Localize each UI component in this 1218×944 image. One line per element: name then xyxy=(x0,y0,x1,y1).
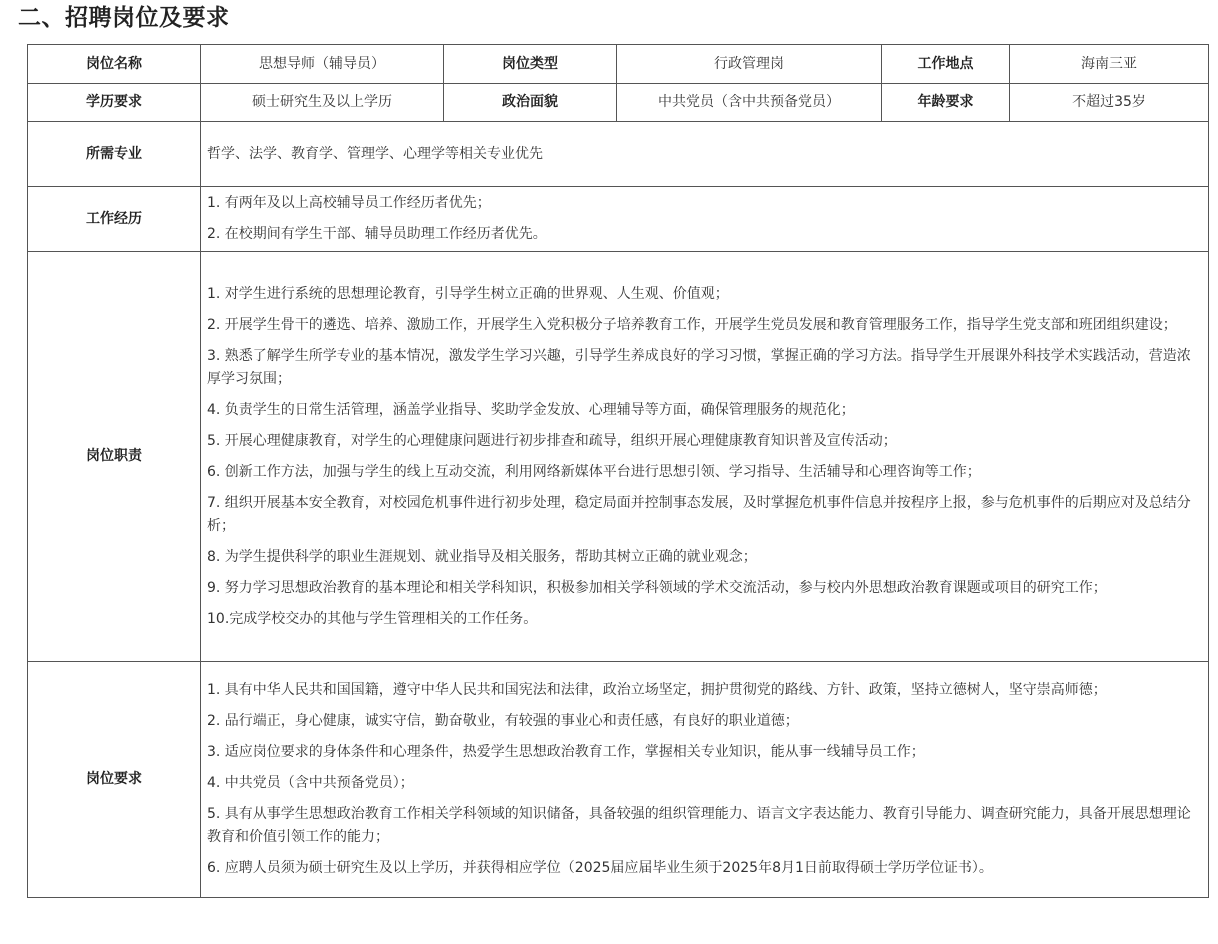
table-row xyxy=(28,662,1209,898)
position-type-value: 行政管理岗 xyxy=(617,45,882,84)
list-item: 3. 熟悉了解学生所学专业的基本情况，激发学生学习兴趣，引导学生养成良好的学习习惯，掌握正确的学习方法。指导学生开展课外科技学术实践活动，营造浓厚学习氛围； xyxy=(207,347,1191,387)
position-name-value: 思想导师（辅导员） xyxy=(201,45,444,84)
list-item: 2. 在校期间有学生干部、辅导员助理工作经历者优先。 xyxy=(207,226,547,242)
list-item: 3. 适应岗位要求的身体条件和心理条件，热爱学生思想政治教育工作，掌握相关专业知识，能从事一线辅导员工作； xyxy=(207,744,925,760)
duties-label: 岗位职责 xyxy=(28,252,201,662)
list-item: 7. 组织开展基本安全教育，对校园危机事件进行初步处理，稳定局面并控制事态发展，及时掌握危机事件信息并按程序上报，参与危机事件的后期应对及总结分析； xyxy=(207,494,1191,534)
requirements-list xyxy=(201,662,1209,898)
work-location-label: 工作地点 xyxy=(882,45,1010,84)
duties-list xyxy=(201,252,1209,662)
list-item: 4. 负责学生的日常生活管理，涵盖学业指导、奖助学金发放、心理辅导等方面，确保管理服务的规范化； xyxy=(207,401,855,418)
table-row xyxy=(28,252,1209,662)
requirements-label: 岗位要求 xyxy=(28,662,201,898)
education-value: 硕士研究生及以上学历 xyxy=(201,84,444,122)
table-row xyxy=(28,122,1209,187)
list-item: 4. 中共党员（含中共预备党员）； xyxy=(207,775,414,791)
table-row xyxy=(28,45,1209,84)
list-item: 1. 有两年及以上高校辅导员工作经历者优先； xyxy=(207,195,491,211)
list-item: 6. 创新工作方法，加强与学生的线上互动交流，利用网络新媒体平台进行思想引领、学习指导、生活辅导和心理咨询等工作； xyxy=(207,463,981,480)
list-item: 1. 具有中华人民共和国国籍，遵守中华人民共和国宪法和法律，政治立场坚定，拥护贯彻党的路线、方针、政策，坚持立德树人，坚守崇高师德； xyxy=(207,682,1107,698)
major-label: 所需专业 xyxy=(28,122,201,187)
table-row xyxy=(28,187,1209,252)
position-type-label: 岗位类型 xyxy=(444,45,617,84)
list-item: 6. 应聘人员须为硕士研究生及以上学历，并获得相应学位（2025届应届毕业生须于2025年8月1日前取得硕士学历学位证书）。 xyxy=(207,860,993,876)
position-name-label: 岗位名称 xyxy=(28,45,201,84)
political-status-value: 中共党员（含中共预备党员） xyxy=(617,84,882,122)
experience-label: 工作经历 xyxy=(28,187,201,252)
political-status-label: 政治面貌 xyxy=(444,84,617,122)
experience-list xyxy=(201,187,1209,252)
list-item: 10.完成学校交办的其他与学生管理相关的工作任务。 xyxy=(207,610,538,627)
list-item: 1. 对学生进行系统的思想理论教育，引导学生树立正确的世界观、人生观、价值观； xyxy=(207,285,729,302)
list-item: 8. 为学生提供科学的职业生涯规划、就业指导及相关服务，帮助其树立正确的就业观念； xyxy=(207,548,757,565)
education-label: 学历要求 xyxy=(28,84,201,122)
list-item: 5. 具有从事学生思想政治教育工作相关学科领域的知识储备，具备较强的组织管理能力、语言文字表达能力、教育引导能力、调查研究能力，具备开展思想理论教育和价值引领工作的能力； xyxy=(207,806,1191,845)
table-row xyxy=(28,84,1209,122)
section-title: 二、招聘岗位及要求 xyxy=(18,5,230,31)
major-value: 哲学、法学、教育学、管理学、心理学等相关专业优先 xyxy=(201,122,1209,187)
list-item: 9. 努力学习思想政治教育的基本理论和相关学科知识，积极参加相关学科领域的学术交流活动，参与校内外思想政治教育课题或项目的研究工作； xyxy=(207,579,1107,596)
list-item: 2. 开展学生骨干的遴选、培养、激励工作，开展学生入党积极分子培养教育工作，开展学生党员发展和教育管理服务工作，指导学生党支部和班团组织建设； xyxy=(207,316,1177,333)
job-requirements-table xyxy=(27,44,1209,898)
list-item: 5. 开展心理健康教育，对学生的心理健康问题进行初步排查和疏导，组织开展心理健康教育知识普及宣传活动； xyxy=(207,432,897,449)
list-item: 2. 品行端正，身心健康，诚实守信，勤奋敬业，有较强的事业心和责任感，有良好的职业道德； xyxy=(207,713,799,729)
work-location-value: 海南三亚 xyxy=(1010,45,1209,84)
age-label: 年龄要求 xyxy=(882,84,1010,122)
age-value: 不超过35岁 xyxy=(1010,84,1209,122)
